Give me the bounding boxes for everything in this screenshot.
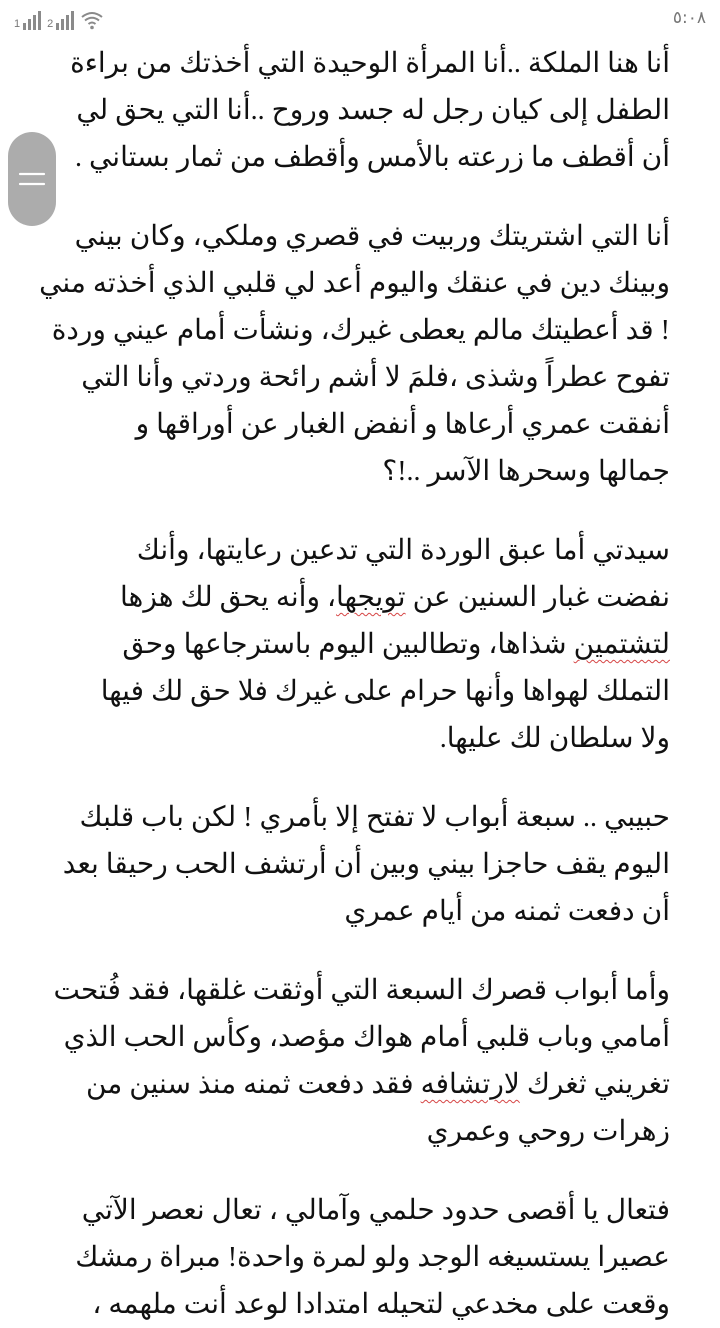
text-line <box>40 668 670 715</box>
spellcheck-word[interactable]: تويجها <box>336 582 406 613</box>
text-line <box>40 574 670 621</box>
text-fragment: تغريني ثغرك <box>519 1069 670 1100</box>
text-line <box>40 715 670 762</box>
text-fragment: أنا هنا الملكة ..أنا المرأة الوحيدة التي أخذتك من براءة <box>70 48 670 79</box>
text-fragment: فقد دفعت ثمنه منذ سنين من <box>85 1069 421 1100</box>
text-fragment: فتعال يا أقصى حدود حلمي وآمالي ، تعال نعصر الآتي <box>81 1195 670 1226</box>
text-line <box>40 1108 670 1155</box>
text-line <box>40 448 670 495</box>
text-fragment: أن أقطف ما زرعته بالأمس وأقطف من ثمار بستاني . <box>74 142 670 173</box>
text-line <box>40 888 670 935</box>
text-fragment: سيدتي أما عبق الوردة التي تدعين رعايتها، وأنك <box>136 535 670 566</box>
text-fragment: عصيرا يستسيغه الوجد ولو لمرة واحدة! مبراة رمشك <box>75 1242 670 1273</box>
paragraph <box>40 794 670 935</box>
text-line <box>40 1014 670 1061</box>
status-bar <box>0 0 720 40</box>
text-line <box>40 87 670 134</box>
text-fragment: أنا التي اشتريتك وربيت في قصري وملكي، وكان بيني <box>74 221 670 252</box>
text-fragment: وبينك دين في عنقك واليوم أعد لي قلبي الذي أخذته مني <box>39 268 670 299</box>
text-line <box>40 794 670 841</box>
signal-bar <box>71 11 74 30</box>
paragraph <box>40 213 670 495</box>
paragraph <box>40 527 670 762</box>
text-line <box>40 621 670 668</box>
spellcheck-word[interactable]: لتشتمين <box>573 629 670 660</box>
text-fragment: شذاها، وتطالبين اليوم باسترجاعها وحق <box>122 629 574 660</box>
signal-bar <box>28 19 31 30</box>
text-fragment: أنفقت عمري أرعاها و أنفض الغبار عن أوراقها و <box>135 409 670 440</box>
text-fragment: جمالها وسحرها الآسر ..!؟ <box>382 456 670 487</box>
paragraph <box>40 40 670 181</box>
signal-bar <box>61 19 64 30</box>
scroll-handle[interactable] <box>8 132 56 226</box>
text-fragment: وأما أبواب قصرك السبعة التي أوثقت غلقها، فقد فُتحت <box>53 975 670 1006</box>
text-line <box>40 354 670 401</box>
text-fragment: ، وأنه يحق لك هزها <box>120 582 337 613</box>
signal-bar <box>66 15 69 30</box>
text-fragment: زهرات روحي وعمري <box>426 1116 670 1147</box>
signal-bar <box>38 11 41 30</box>
signal-bars-icon-sim2 <box>47 11 74 30</box>
text-line <box>40 1187 670 1234</box>
text-line <box>40 307 670 354</box>
drag-lines-icon <box>19 170 45 188</box>
text-line <box>40 967 670 1014</box>
signal-bars-icon <box>14 11 41 30</box>
sim2-label: 2 <box>47 18 54 30</box>
text-fragment: حبيبي .. سبعة أبواب لا تفتح إلا بأمري ! لكن باب قلبك <box>79 802 670 833</box>
text-line <box>40 260 670 307</box>
text-fragment: التملك لهواها وأنها حرام على غيرك فلا حق لك فيها <box>100 676 670 707</box>
text-line <box>40 1061 670 1108</box>
text-fragment: تفوح عطراً وشذى ،فلمَ لا أشم رائحة وردتي وأنا التي <box>81 362 670 393</box>
text-line <box>40 841 670 888</box>
wifi-icon <box>80 10 104 30</box>
text-fragment: أمامي وباب قلبي أمام هواك مؤصد، وكأس الحب الذي <box>63 1022 670 1053</box>
signal-bar <box>56 23 59 30</box>
text-line <box>40 1281 670 1328</box>
text-line <box>40 134 670 181</box>
text-line <box>40 527 670 574</box>
spellcheck-word[interactable]: لارتشافه <box>420 1069 520 1100</box>
text-fragment: أن دفعت ثمنه من أيام عمري <box>344 896 670 927</box>
text-fragment: ! قد أعطيتك مالم يعطى غيرك، ونشأت أمام عيني وردة <box>51 315 670 346</box>
text-line <box>40 40 670 87</box>
text-line <box>40 213 670 260</box>
text-fragment: وقعت على مخدعي لتحيله امتدادا لوعد أنت ملهمه ، <box>92 1289 670 1320</box>
text-line <box>40 401 670 448</box>
reader-content[interactable] <box>39 40 670 1320</box>
text-fragment: اليوم يقف حاجزا بيني وبين أن أرتشف الحب رحيقا بعد <box>62 849 670 880</box>
paragraph <box>40 1187 670 1328</box>
text-line <box>40 1234 670 1281</box>
text-fragment: الطفل إلى كيان رجل له جسد وروح ..أنا التي يحق لي <box>76 95 670 126</box>
status-icons <box>14 10 104 30</box>
text-fragment: ولا سلطان لك عليها. <box>439 723 670 754</box>
sim1-label: 1 <box>14 18 21 30</box>
signal-bar <box>33 15 36 30</box>
paragraph <box>40 967 670 1155</box>
text-fragment: نفضت غبار السنين عن <box>405 582 670 613</box>
status-time: ٥:٠٨ <box>672 8 706 28</box>
signal-bar <box>23 23 26 30</box>
